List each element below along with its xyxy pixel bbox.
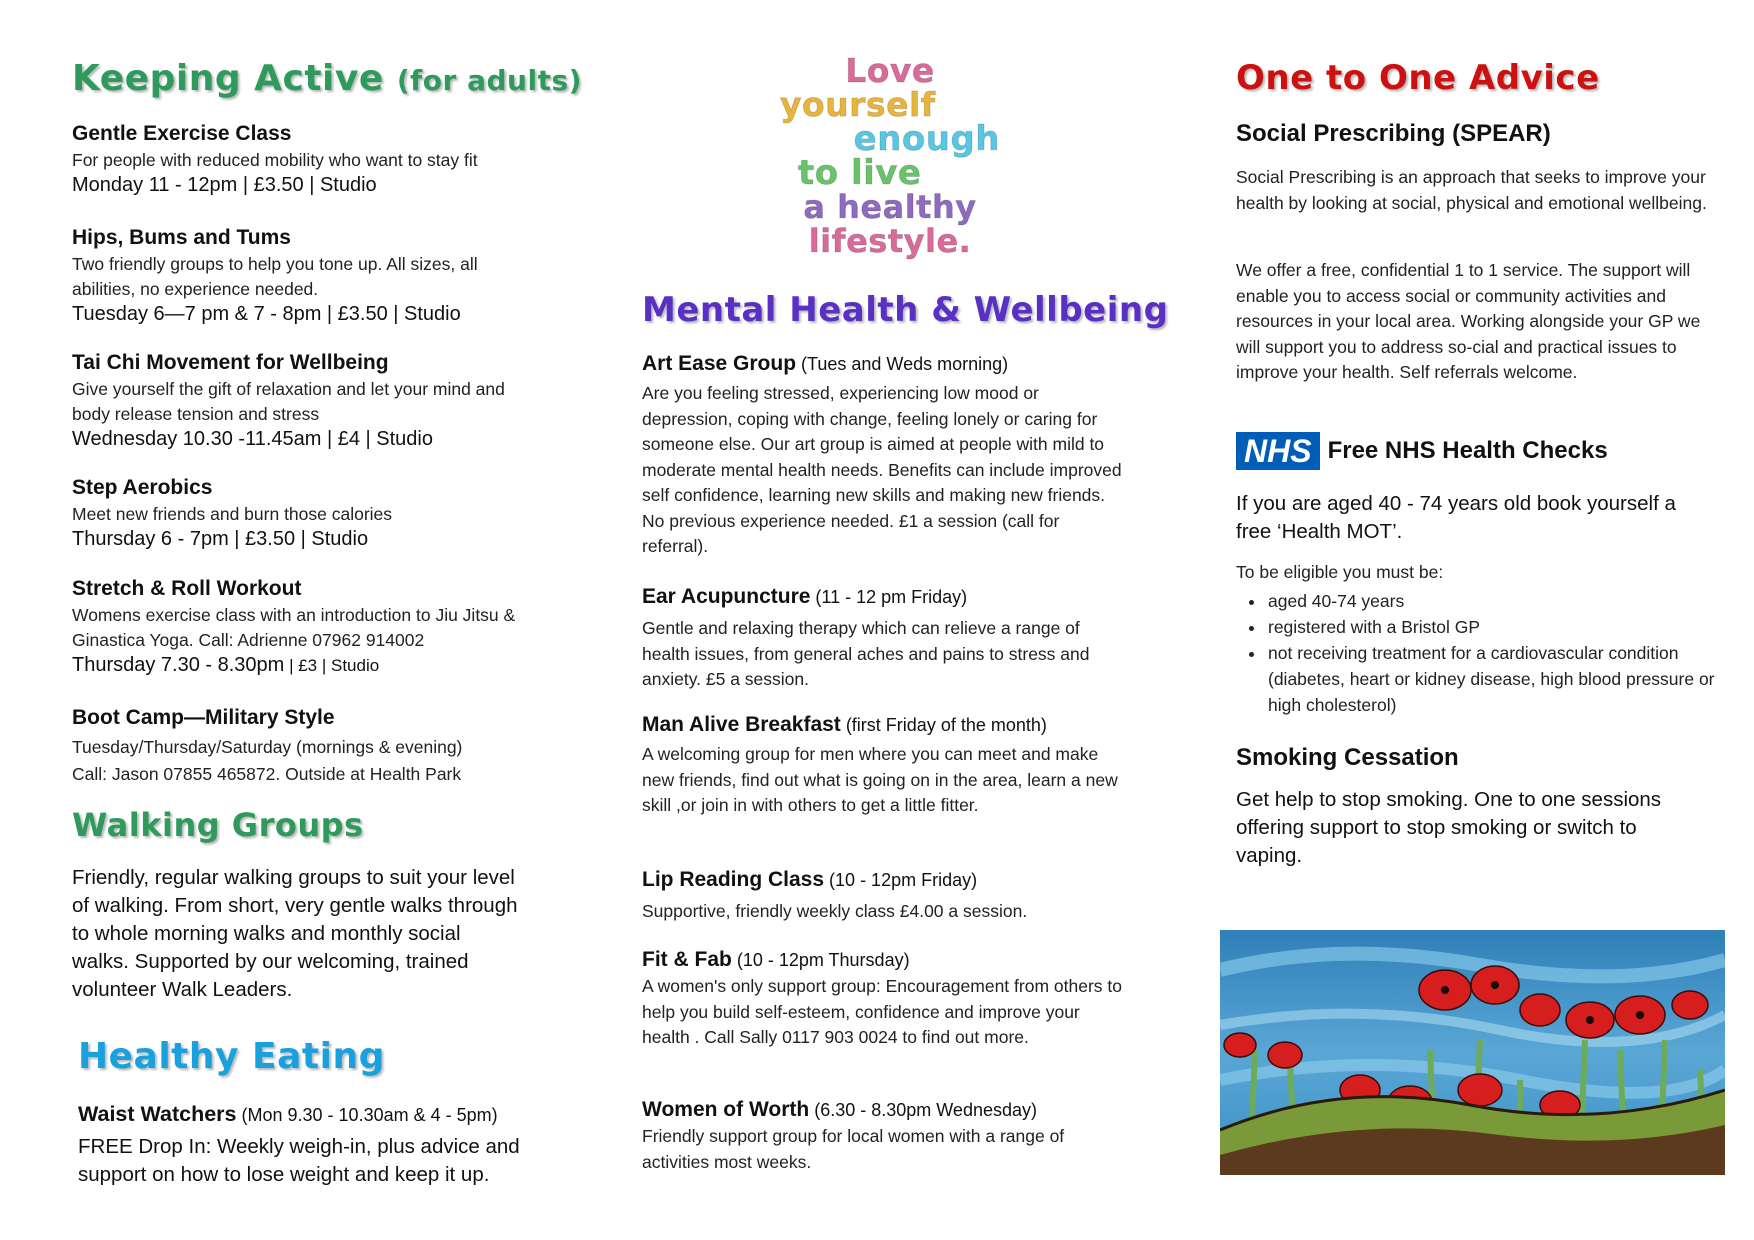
walking-groups-title: Walking Groups xyxy=(72,806,364,844)
poster-line-yourself: yourself xyxy=(780,85,936,124)
poster-line-to-live: to live xyxy=(798,153,922,193)
class-hips-bums-tums xyxy=(72,226,542,326)
class-time: Tuesday 6—7 pm & 7 - 8pm | £3.50 | Studio xyxy=(72,303,461,325)
love-yourself-poster xyxy=(780,51,1000,260)
group-time: (10 - 12pm Friday) xyxy=(824,870,978,890)
nhs-health-checks-title: Free NHS Health Checks xyxy=(1327,437,1608,464)
class-desc: Tuesday/Thursday/Saturday (mornings & evening) xyxy=(72,737,463,757)
class-name: Tai Chi Movement for Wellbeing xyxy=(72,351,389,374)
class-time: Monday 11 - 12pm | £3.50 | Studio xyxy=(72,174,377,196)
group-heading xyxy=(642,713,1122,737)
group-name: Fit & Fab xyxy=(642,948,732,971)
class-tai-chi xyxy=(72,351,542,451)
nhs-logo: NHS xyxy=(1236,432,1320,470)
class-gentle-exercise xyxy=(72,122,552,197)
class-boot-camp xyxy=(72,706,552,787)
nhs-eligibility-label: To be eligible you must be: xyxy=(1236,562,1444,582)
waist-watchers-time: (Mon 9.30 - 10.30am & 4 - 5pm) xyxy=(236,1105,498,1125)
class-name: Gentle Exercise Class xyxy=(72,122,292,145)
smoking-cessation-title: Smoking Cessation xyxy=(1236,744,1459,771)
poster-line-a-healthy: a healthy xyxy=(803,188,977,226)
class-desc: Meet new friends and burn those calories xyxy=(72,504,393,524)
group-heading xyxy=(642,868,1122,892)
class-stretch-roll xyxy=(72,577,532,677)
group-name: Ear Acupuncture xyxy=(642,585,811,608)
group-desc: Supportive, friendly weekly class £4.00 a session. xyxy=(642,901,1028,921)
waist-watchers-desc: FREE Drop In: Weekly weigh-in, plus advice and support on how to lose weight and keep it up. xyxy=(78,1135,520,1186)
group-desc: Friendly support group for local women with a range of activities most weeks. xyxy=(642,1126,1065,1172)
poster-line-enough: enough xyxy=(853,119,1000,159)
group-heading xyxy=(642,948,1122,972)
mental-health-title: Mental Health & Wellbeing xyxy=(642,290,1169,330)
nhs-eligibility-intro: If you are aged 40 - 74 years old book yourself a free ‘Health MOT’. xyxy=(1236,492,1676,543)
class-desc: Womens exercise class with an introduction to Jiu Jitsu & Ginastica Yoga. Call: Adrienne 07962 914002 xyxy=(72,605,516,650)
group-desc: A welcoming group for men where you can meet and make new friends, find out what is going on in the area, learn a new skill ,or join in with others to get a little fitter. xyxy=(642,744,1118,815)
group-desc: Are you feeling stressed, experiencing low mood or depression, coping with change, feeling lonely or caring for someone else. Our art group is aimed at people with mild to moderate mental health needs. Benefits can include improved self confidence, learning new skills and making new friends. No previous experience needed. £1 a session (call for referral). xyxy=(642,383,1122,556)
group-name: Women of Worth xyxy=(642,1098,810,1121)
list-item: • aged 40-74 years xyxy=(1266,588,1716,614)
group-fit-fab xyxy=(642,948,1122,1051)
group-heading xyxy=(642,585,1122,609)
group-man-alive xyxy=(642,713,1122,819)
social-prescribing-service: We offer a free, confidential 1 to 1 service. The support will enable you to access social or community activities and resources in your local area. Working alongside your GP we will support you to address so-cial and practical issues to improve your health. Self referrals welcome. xyxy=(1236,260,1701,382)
group-women-of-worth xyxy=(642,1098,1122,1175)
poster-line-lifestyle: lifestyle. xyxy=(808,222,972,260)
class-desc: For people with reduced mobility who want to stay fit xyxy=(72,150,478,170)
group-heading xyxy=(642,1098,1122,1122)
keeping-active-title xyxy=(72,58,582,99)
waist-watchers-name: Waist Watchers xyxy=(78,1102,237,1126)
nhs-eligibility-list xyxy=(1236,588,1716,718)
class-step-aerobics xyxy=(72,476,542,551)
group-ear-acupuncture xyxy=(642,585,1122,693)
list-item: • not receiving treatment for a cardiovascular condition (diabetes, heart or kidney disease, high blood pressure or high cholesterol) xyxy=(1266,640,1716,718)
smoking-cessation-text: Get help to stop smoking. One to one sessions offering support to stop smoking or switch to vaping. xyxy=(1236,788,1662,867)
group-time: (first Friday of the month) xyxy=(840,715,1047,735)
class-time: Thursday 6 - 7pm | £3.50 | Studio xyxy=(72,528,369,550)
class-desc: Two friendly groups to help you tone up. All sizes, all abilities, no experience needed. xyxy=(72,254,478,299)
list-item: • registered with a Bristol GP xyxy=(1266,614,1716,640)
group-heading xyxy=(642,352,1122,376)
keeping-active-subtitle: (for adults) xyxy=(396,64,582,97)
group-art-ease xyxy=(642,352,1122,560)
class-desc: Give yourself the gift of relaxation and let your mind and body release tension and stress xyxy=(72,379,505,424)
class-desc-contact: Call: Jason 07855 465872. Outside at Health Park xyxy=(72,764,462,784)
class-time xyxy=(72,654,532,677)
one-to-one-title: One to One Advice xyxy=(1236,58,1600,98)
waist-watchers-heading xyxy=(78,1102,548,1127)
group-time: (6.30 - 8.30pm Wednesday) xyxy=(809,1100,1037,1120)
group-desc: Gentle and relaxing therapy which can relieve a range of health issues, from general aches and pains to stress and anxiety. £5 a session. xyxy=(642,618,1090,689)
class-time-extra: | £3 | Studio xyxy=(284,656,380,675)
class-name: Stretch & Roll Workout xyxy=(72,577,302,600)
class-time-main: Thursday 7.30 - 8.30pm xyxy=(72,654,285,676)
class-time: Wednesday 10.30 -11.45am | £4 | Studio xyxy=(72,428,433,450)
class-name: Boot Camp—Military Style xyxy=(72,706,335,729)
social-prescribing-intro: Social Prescribing is an approach that seeks to improve your health by looking at social, physical and emotional wellbeing. xyxy=(1236,167,1707,213)
social-prescribing-title: Social Prescribing (SPEAR) xyxy=(1236,120,1551,147)
group-time: (Tues and Weds morning) xyxy=(796,354,1009,374)
poppy-painting-image xyxy=(1220,930,1725,1175)
keeping-active-title-text: Keeping Active xyxy=(72,58,384,99)
group-name: Art Ease Group xyxy=(642,352,797,375)
group-time: (10 - 12pm Thursday) xyxy=(731,950,910,970)
healthy-eating-title: Healthy Eating xyxy=(78,1036,385,1077)
class-name: Hips, Bums and Tums xyxy=(72,226,291,249)
waist-watchers xyxy=(78,1102,548,1189)
poster-line-love: Love xyxy=(845,51,935,90)
group-desc: A women's only support group: Encouragement from others to help you build self-esteem, confidence and improve your health . Call Sally 0117 903 0024 to find out more. xyxy=(642,976,1122,1047)
group-time: (11 - 12 pm Friday) xyxy=(810,587,968,607)
group-name: Lip Reading Class xyxy=(642,868,825,891)
walking-groups-text: Friendly, regular walking groups to suit your level of walking. From short, very gentle walks through to whole morning walks and monthly social walks. Supported by our welcoming, trained volunteer Walk Leaders. xyxy=(72,866,518,1001)
class-name: Step Aerobics xyxy=(72,476,213,499)
nhs-health-checks-heading xyxy=(1236,432,1608,470)
group-lip-reading xyxy=(642,868,1122,925)
group-name: Man Alive Breakfast xyxy=(642,713,841,736)
